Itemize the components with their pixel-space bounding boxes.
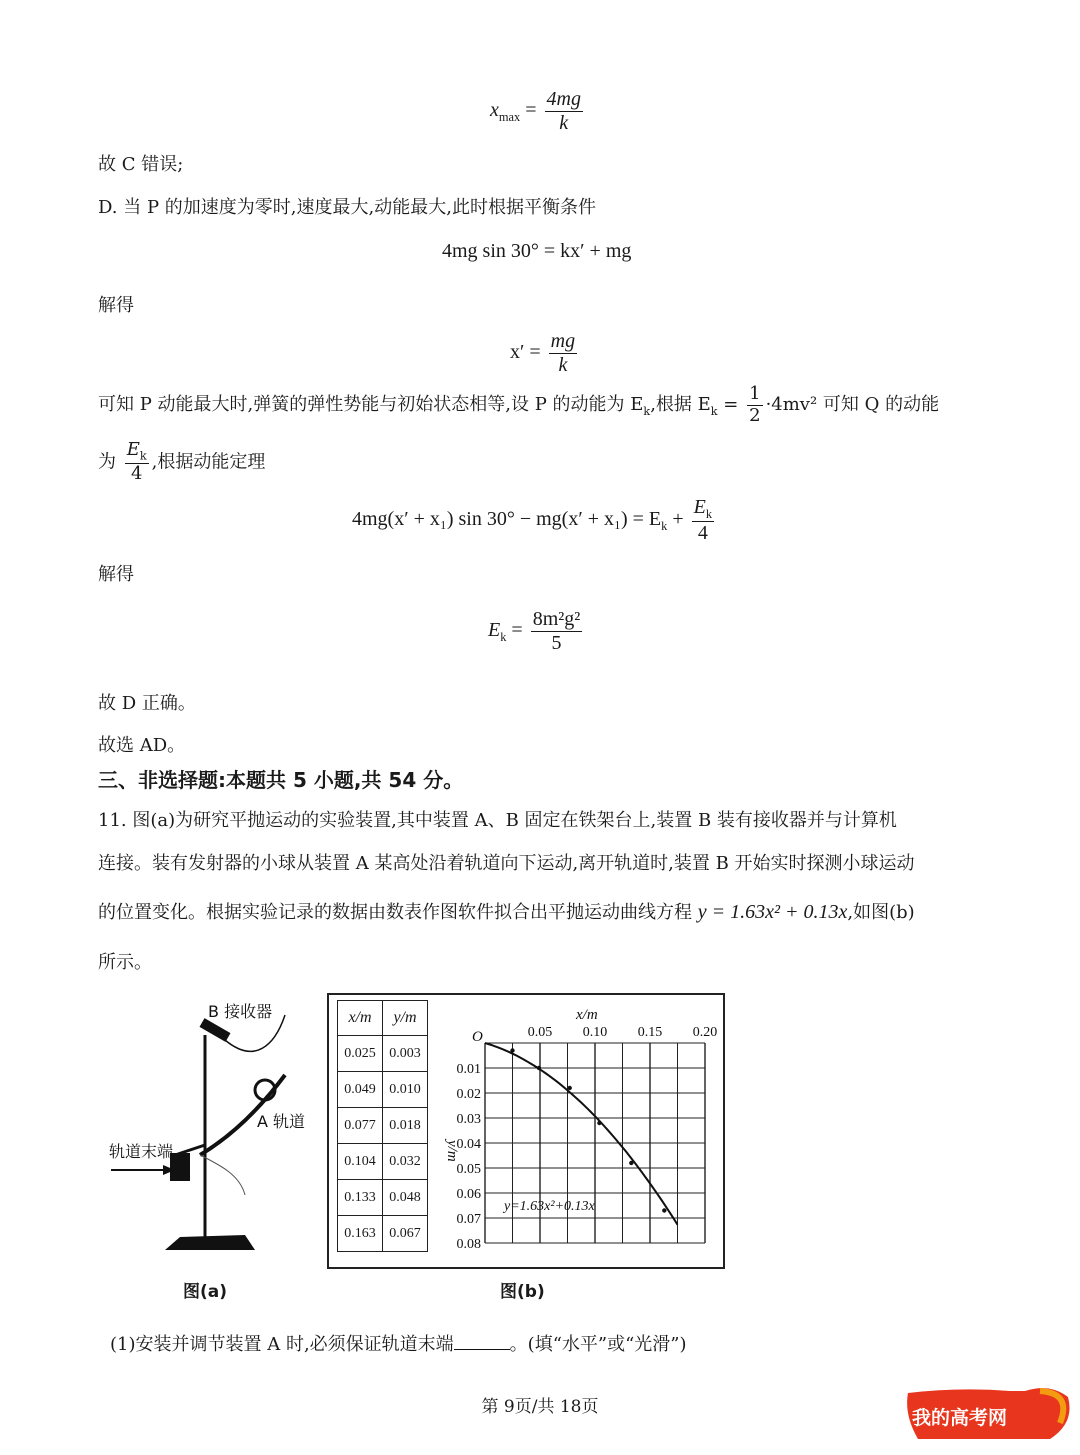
table-row: 0.025 0.003: [338, 1036, 428, 1072]
label-a-track: A 轨道: [257, 1112, 306, 1131]
table-row: 0.104 0.032: [338, 1144, 428, 1180]
ek-equation: $E_k$ = $\frac{\text{8m²g²}}{5}$: [488, 608, 581, 654]
section-heading: 三、非选择题:本题共 5 小题,共 54 分。: [98, 768, 464, 792]
table-header-row: [338, 1001, 428, 1036]
logo-text: 我的高考网: [912, 1407, 1008, 1429]
table-row: 0.077 0.018: [338, 1108, 428, 1144]
xmax-equation: $x_{max}$ = $\frac{4mg}{k}$: [490, 88, 581, 134]
paragraph-kinetic: 可知 P 动能最大时,弹簧的弹性势能与初始状态相等,设 P 的动能为 $E_k$,根据 $E_k$ = $\frac{1}{2}$ ·4mv² 可知 Q 的动能: [98, 383, 940, 426]
q11-line-3: 的位置变化。根据实验记录的数据由数表作图软件拟合出平抛运动曲线方程 y = 1.63x² + 0.13x,如图(b): [98, 901, 915, 923]
data-point: [568, 1086, 572, 1090]
curve-equation-label: y=1.63x²+0.13x: [504, 1199, 595, 1214]
answer-choice-text: 故选 AD。: [98, 735, 186, 756]
site-logo: [900, 1383, 1075, 1447]
solve-label-2: 解得: [98, 564, 134, 585]
data-point: [597, 1121, 601, 1125]
fit-curve: [485, 1043, 678, 1225]
energy-theorem-equation: 4mg(x′ + x₁) $\sin 30^\circ - mg(x' + x_1) = E_k$ + $\frac{E_k}{4}$: [352, 496, 713, 545]
paragraph-q-energy: 为 $\frac{E_k}{4}$ ,根据动能定理: [98, 439, 266, 485]
data-point: [629, 1161, 633, 1165]
caption-figure-b: 图(b): [500, 1282, 545, 1302]
y-tick-label: 0.08: [456, 1237, 481, 1252]
y-tick-label: 0.02: [456, 1087, 481, 1102]
label-b-receiver: B 接收器: [208, 1002, 273, 1021]
y-tick-label: 0.03: [456, 1112, 481, 1127]
label-track-end: 轨道末端: [109, 1142, 174, 1161]
c-wrong-text: 故 C 错误;: [98, 154, 184, 175]
data-point: [662, 1208, 666, 1212]
table-header: y/m: [383, 1001, 428, 1036]
origin-label: O: [472, 1029, 483, 1045]
q11-line-1: 11. 图(a)为研究平抛运动的实验装置,其中装置 A、B 固定在铁架台上,装置 B 装有接收器并与计算机: [98, 810, 897, 831]
fit-equation-inline: y = 1.63x² + 0.13x: [697, 901, 848, 923]
table-row: 0.049 0.010: [338, 1072, 428, 1108]
q11-line-4: 所示。: [98, 952, 152, 973]
d-correct-text: 故 D 正确。: [98, 693, 196, 714]
table-row: 0.133 0.048: [338, 1180, 428, 1216]
data-point: [510, 1048, 514, 1052]
data-points: [510, 1048, 666, 1212]
y-tick-label: 0.04: [456, 1137, 481, 1152]
table-header: x/m: [338, 1001, 383, 1036]
data-table: [337, 1000, 428, 1252]
x-tick-label: 0.10: [582, 1025, 608, 1040]
q11-line-2: 连接。装有发射器的小球从装置 A 某高处沿着轨道向下运动,离开轨道时,装置 B 开始实时探测小球运动: [98, 853, 915, 874]
solve-label-1: 解得: [98, 295, 134, 316]
x-axis-label: x/m: [576, 1007, 598, 1023]
x-tick-label: 0.20: [692, 1025, 718, 1040]
y-tick-label: 0.05: [456, 1162, 481, 1177]
page-footer: 第 9页/共 18页: [481, 1397, 599, 1417]
balance-equation: 4mg sin 30° = kx′ + mg: [442, 240, 632, 262]
data-point: [537, 1066, 541, 1070]
y-tick-label: 0.06: [456, 1187, 481, 1202]
table-row: 0.163 0.067: [338, 1216, 428, 1252]
x-tick-label: 0.15: [637, 1025, 663, 1040]
subquestion-1: (1)安装并调节装置 A 时,必须保证轨道末端 。(填“水平”或“光滑”): [110, 1334, 687, 1355]
caption-figure-a: 图(a): [183, 1282, 228, 1302]
answer-blank[interactable]: [454, 1349, 510, 1350]
trajectory-plot: [440, 1000, 718, 1255]
d-intro-text: D. 当 P 的加速度为零时,速度最大,动能最大,此时根据平衡条件: [98, 197, 596, 218]
x-tick-label: 0.05: [527, 1025, 553, 1040]
y-axis-label: y/m: [444, 1140, 460, 1162]
xprime-equation: x′ = $\frac{mg}{k}$: [510, 330, 576, 376]
y-tick-label: 0.01: [456, 1062, 481, 1077]
apparatus-figure: [105, 995, 320, 1275]
y-tick-label: 0.07: [456, 1212, 481, 1227]
